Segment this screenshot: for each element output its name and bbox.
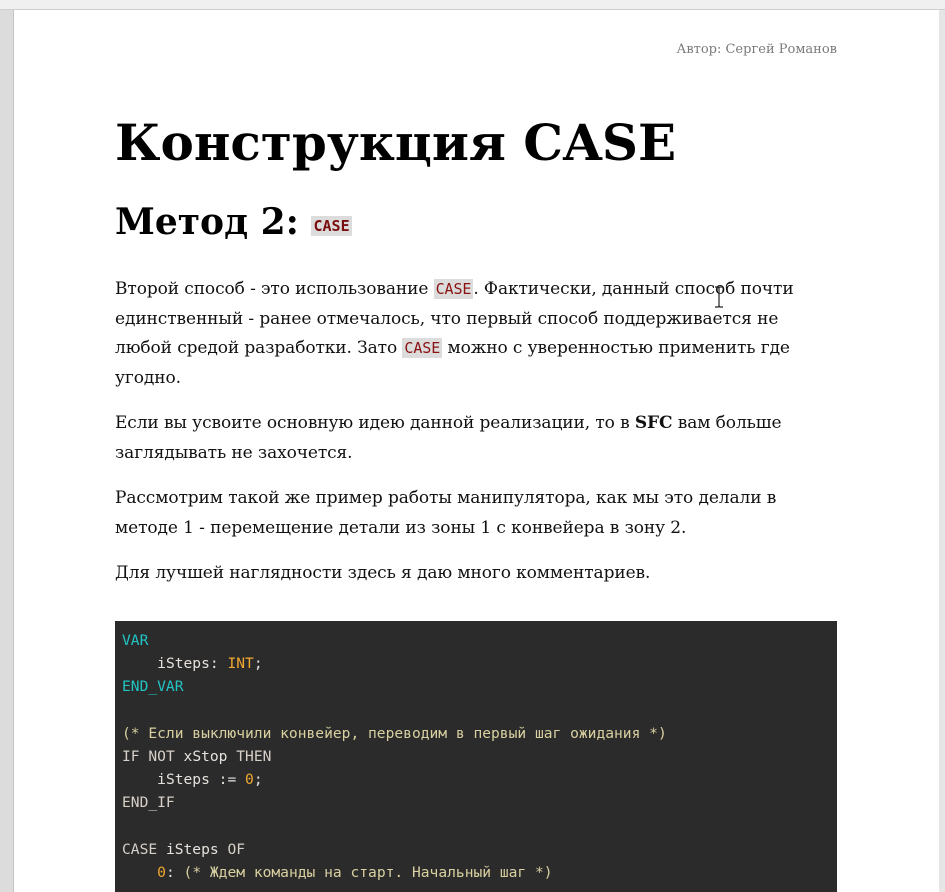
code-line: IF NOT xStop THEN: [122, 747, 272, 765]
code-line: (* Если выключили конвейер, переводим в первый шаг ожидания *): [122, 724, 667, 742]
paragraph-2: [115, 409, 837, 468]
paragraph-1-text-a: Второй способ - это использование: [115, 279, 434, 299]
paragraph-2-text-b: вам больше заглядывать не захочется.: [115, 413, 782, 463]
paragraph-1-text-c: можно с уверенностью применить где угодно.: [115, 338, 790, 388]
document-page: [14, 10, 939, 892]
paragraph-1: [115, 275, 837, 393]
article-content: [115, 110, 837, 589]
left-gutter: [0, 10, 14, 892]
code-line: END_VAR: [122, 678, 184, 696]
bold-sfc: SFC: [634, 413, 673, 433]
paragraph-4: Для лучшей наглядности здесь я даю много комментариев.: [115, 563, 651, 583]
code-line: VAR: [122, 632, 149, 649]
inline-code-case-1: CASE: [435, 280, 472, 298]
paragraph-1-text-b: . Фактически, данный способ почти единственный - ранее отмечалось, что первый способ поддерживается не любой средой разработки. Зато: [115, 279, 794, 358]
code-line: CASE iSteps OF: [122, 840, 246, 858]
author-line: Автор: Сергей Романов: [676, 42, 837, 57]
code-line: iSteps := 0;: [157, 771, 263, 789]
inline-code-case-2: CASE: [404, 339, 441, 357]
code-line: END_IF: [122, 794, 175, 812]
paragraph-2-text-a: Если вы усвоите основную идею данной реализации, то в: [115, 413, 635, 433]
text-cursor-icon: [714, 286, 724, 308]
code-block: [115, 621, 837, 892]
code-line: [122, 699, 837, 722]
code-line: iSteps: INT;: [157, 655, 263, 673]
code-line: 0: (* Ждем команды на старт. Начальный шаг *): [157, 863, 553, 881]
page-title: Конструкция CASE: [115, 113, 677, 172]
paragraph-3: Рассмотрим такой же пример работы манипулятора, как мы это делали в методе 1 - перемещение детали из зоны 1 с конвейера в зону 2.: [115, 488, 777, 538]
code-line: [122, 815, 837, 838]
section-heading-code: CASE: [313, 217, 350, 235]
window-top-bar: [0, 0, 945, 10]
section-heading: [115, 200, 837, 247]
section-heading-text: Метод 2:: [115, 201, 312, 243]
